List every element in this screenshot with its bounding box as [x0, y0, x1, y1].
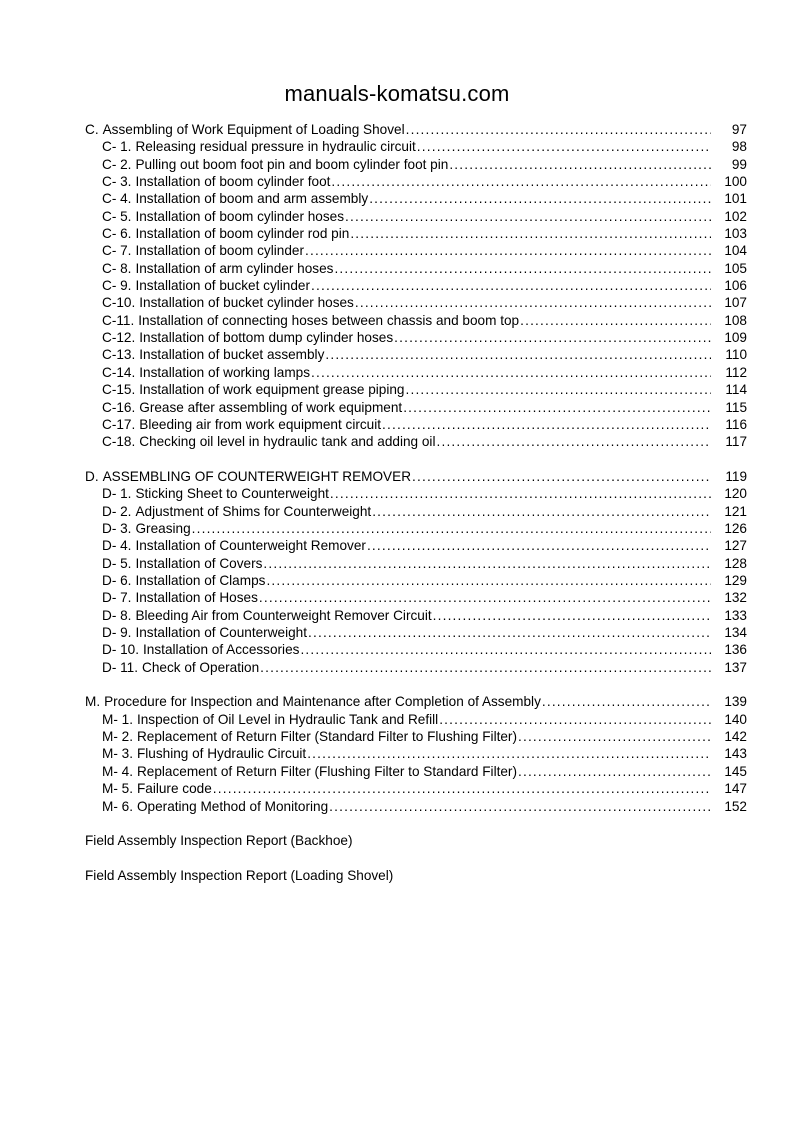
- toc-item-title: Installation of Hoses: [135, 590, 258, 606]
- toc-page-number: 140: [724, 711, 747, 727]
- toc-item-title: Installation of bucket cylinder: [135, 278, 311, 294]
- toc-item[interactable]: [85, 537, 747, 554]
- toc-item[interactable]: [85, 260, 747, 277]
- toc-leader-dots: [436, 433, 711, 450]
- toc-page-number: 101: [724, 191, 747, 207]
- toc-page-number: 143: [724, 746, 747, 762]
- toc-page-number: 105: [724, 260, 747, 276]
- toc-item-code: M- 4.: [102, 763, 133, 779]
- toc-leader-dots: [518, 763, 711, 780]
- toc-page-number: 126: [724, 520, 747, 536]
- toc-item-code: C- 5.: [102, 208, 132, 224]
- toc-item-code: C- 9.: [102, 278, 132, 294]
- toc-item-title: Installation of boom cylinder: [135, 243, 304, 259]
- toc-page-number: 142: [724, 729, 747, 745]
- toc-leader-dots: [266, 572, 711, 589]
- toc-item-code: C-12.: [102, 330, 136, 346]
- toc-item[interactable]: [85, 381, 747, 398]
- toc-leader-dots: [305, 242, 711, 259]
- section-spacer: [85, 815, 747, 832]
- toc-item[interactable]: [85, 138, 747, 155]
- toc-item-title: Greasing: [135, 520, 191, 536]
- toc-item[interactable]: [85, 659, 747, 676]
- toc-item[interactable]: [85, 589, 747, 606]
- toc-item-code: D- 7.: [102, 590, 132, 606]
- toc-page-number: 136: [724, 642, 747, 658]
- toc-leader-dots: [345, 208, 711, 225]
- toc-item-title: Installation of bottom dump cylinder hoses: [139, 330, 394, 346]
- toc-item[interactable]: [85, 312, 747, 329]
- toc-leader-dots: [213, 780, 711, 797]
- toc-leader-dots: [372, 503, 711, 520]
- toc-item-code: C-13.: [102, 347, 136, 363]
- toc-item[interactable]: [85, 294, 747, 311]
- toc-leader-dots: [259, 589, 711, 606]
- toc-item-title: Installation of boom and arm assembly: [135, 191, 369, 207]
- toc-item-code: C- 2.: [102, 156, 132, 172]
- toc-item[interactable]: [85, 190, 747, 207]
- site-header: manuals-komatsu.com: [284, 81, 510, 106]
- toc-item[interactable]: [85, 520, 747, 537]
- toc-leader-dots: [263, 555, 711, 572]
- toc-item[interactable]: [85, 156, 747, 173]
- toc-item-title: Adjustment of Shims for Counterweight: [135, 503, 372, 519]
- toc-item-code: D- 8.: [102, 607, 132, 623]
- toc-item-code: C-18.: [102, 434, 136, 450]
- toc-leader-dots: [449, 156, 711, 173]
- toc-item-code: D- 2.: [102, 503, 132, 519]
- toc-leader-dots: [406, 381, 712, 398]
- toc-leader-dots: [307, 745, 711, 762]
- toc-item[interactable]: [85, 277, 747, 294]
- toc-page-number: 103: [724, 226, 747, 242]
- toc-page-number: 152: [724, 798, 747, 814]
- toc-section-title: ASSEMBLING OF COUNTERWEIGHT REMOVER: [102, 468, 412, 484]
- toc-item[interactable]: [85, 780, 747, 797]
- toc-item-code: C- 8.: [102, 260, 132, 276]
- toc-item-title: Installation of boom cylinder hoses: [135, 208, 345, 224]
- toc-page-number: 99: [731, 156, 747, 172]
- toc-item-title: Failure code: [136, 781, 212, 797]
- toc-page-number: 128: [724, 555, 747, 571]
- toc-item-code: C-17.: [102, 416, 136, 432]
- toc-item[interactable]: [85, 745, 747, 762]
- toc-item[interactable]: [85, 208, 747, 225]
- toc-item-code: C- 1.: [102, 139, 132, 155]
- toc-item-title: Installation of bucket cylinder hoses: [139, 295, 354, 311]
- toc-section-title: Procedure for Inspection and Maintenance after Completion of Assembly: [104, 694, 541, 710]
- toc-leader-dots: [520, 312, 711, 329]
- toc-section-c[interactable]: [85, 121, 747, 138]
- toc-leader-dots: [311, 277, 711, 294]
- toc-item-title: Sticking Sheet to Counterweight: [135, 486, 329, 502]
- toc-item-title: Pulling out boom foot pin and boom cylinder foot pin: [135, 156, 449, 172]
- toc-leader-dots: [331, 173, 711, 190]
- toc-item[interactable]: [85, 763, 747, 780]
- toc-item-title: Installation of arm cylinder hoses: [135, 260, 334, 276]
- toc-item-title: Operating Method of Monitoring: [136, 798, 329, 814]
- toc-item-code: C-14.: [102, 364, 136, 380]
- toc-item-title: Releasing residual pressure in hydraulic circuit: [135, 139, 416, 155]
- toc-item-code: D- 11.: [102, 659, 139, 675]
- toc-item[interactable]: [85, 641, 747, 658]
- toc-item[interactable]: [85, 503, 747, 520]
- toc-item-title: Flushing of Hydraulic Circuit: [136, 746, 307, 762]
- toc-item-title: Installation of Counterweight: [135, 625, 308, 641]
- toc-item-code: C- 7.: [102, 243, 132, 259]
- toc-page-number: 100: [724, 174, 747, 190]
- toc-item-title: Check of Operation: [142, 659, 260, 675]
- toc-item-title: Checking oil level in hydraulic tank and adding oil: [139, 434, 436, 450]
- toc-leader-dots: [406, 121, 711, 138]
- toc-page-number: 109: [724, 330, 747, 346]
- toc-item-code: C-15.: [102, 382, 136, 398]
- toc-item-code: C- 3.: [102, 174, 132, 190]
- toc-page-number: 110: [725, 347, 747, 363]
- toc-section-code: M.: [85, 694, 101, 710]
- toc-page-number: 133: [724, 607, 747, 623]
- toc-item-code: C-16.: [102, 399, 136, 415]
- toc-item-title: Bleeding Air from Counterweight Remover Circuit: [135, 607, 432, 623]
- toc-item[interactable]: [85, 607, 747, 624]
- toc-page-number: 127: [724, 538, 747, 554]
- toc-item[interactable]: [85, 555, 747, 572]
- toc-item[interactable]: [85, 399, 747, 416]
- toc-item-title: Installation of connecting hoses between chassis and boom top: [138, 312, 520, 328]
- toc-item-title: Installation of Counterweight Remover: [135, 538, 366, 554]
- toc-leader-dots: [412, 468, 711, 485]
- toc-page-number: 116: [725, 416, 747, 432]
- toc-item-code: C- 6.: [102, 226, 132, 242]
- toc-leader-dots: [329, 798, 711, 815]
- toc-item[interactable]: [85, 364, 747, 381]
- toc-page-number: 97: [731, 122, 747, 137]
- toc-page-number: 114: [725, 382, 747, 398]
- toc-leader-dots: [192, 520, 711, 537]
- toc-item[interactable]: [85, 728, 747, 745]
- section-spacer: [85, 451, 747, 468]
- toc-item-title: Replacement of Return Filter (Flushing Filter to Standard Filter): [136, 763, 517, 779]
- toc-leader-dots: [330, 485, 711, 502]
- toc-item[interactable]: [85, 329, 747, 346]
- toc-leader-dots: [260, 659, 711, 676]
- toc-page-number: 108: [724, 312, 747, 328]
- toc-page-number: 106: [724, 278, 747, 294]
- toc-item-title: Inspection of Oil Level in Hydraulic Tank and Refill: [136, 711, 439, 727]
- toc-leader-dots: [382, 416, 711, 433]
- toc-leader-dots: [394, 329, 711, 346]
- toc-section-d[interactable]: [85, 468, 747, 485]
- toc-page-number: 102: [724, 208, 747, 224]
- toc-page-number: 121: [724, 503, 747, 519]
- toc-page-number: 112: [725, 364, 747, 380]
- toc-section-title: Assembling of Work Equipment of Loading Shovel: [102, 122, 405, 137]
- toc-leader-dots: [433, 607, 711, 624]
- toc-leader-dots: [518, 728, 711, 745]
- toc-item-title: Installation of Covers: [135, 555, 263, 571]
- toc-section-code: C.: [85, 122, 99, 137]
- toc-item-title: Installation of Accessories: [143, 642, 300, 658]
- toc-section-m[interactable]: [85, 693, 747, 710]
- toc-item-title: Installation of boom cylinder rod pin: [135, 226, 350, 242]
- toc-page-number: 119: [725, 468, 747, 484]
- report-spacer: [85, 850, 747, 867]
- toc-item-title: Installation of working lamps: [139, 364, 311, 380]
- toc-item[interactable]: [85, 798, 747, 815]
- toc-leader-dots: [367, 537, 711, 554]
- toc-item-code: D- 3.: [102, 520, 132, 536]
- toc-leader-dots: [350, 225, 711, 242]
- toc-leader-dots: [369, 190, 711, 207]
- toc-page-number: 115: [725, 399, 747, 415]
- toc-item[interactable]: [85, 624, 747, 641]
- toc-item-code: D- 10.: [102, 642, 140, 658]
- toc-item-code: M- 3.: [102, 746, 133, 762]
- toc-page-number: 98: [731, 139, 747, 155]
- toc-item[interactable]: [85, 225, 747, 242]
- toc-leader-dots: [334, 260, 711, 277]
- report-backhoe[interactable]: Field Assembly Inspection Report (Backhoe): [85, 833, 353, 849]
- toc-item-code: D- 5.: [102, 555, 132, 571]
- toc-item[interactable]: [85, 242, 747, 259]
- toc-item[interactable]: [85, 433, 747, 450]
- toc-leader-dots: [325, 346, 711, 363]
- toc-item[interactable]: [85, 416, 747, 433]
- toc-page-number: 120: [724, 486, 747, 502]
- toc-item-code: C- 4.: [102, 191, 132, 207]
- toc-item[interactable]: [85, 711, 747, 728]
- toc-item-title: Installation of bucket assembly: [139, 347, 325, 363]
- toc-item-code: D- 4.: [102, 538, 132, 554]
- toc-page-number: 104: [724, 243, 747, 259]
- toc-item-title: Installation of work equipment grease piping: [139, 382, 405, 398]
- toc-section-code: D.: [85, 468, 99, 484]
- toc-page-number: 107: [724, 295, 747, 311]
- toc-item-code: M- 1.: [102, 711, 133, 727]
- toc-item-code: C-10.: [102, 295, 136, 311]
- section-spacer: [85, 676, 747, 693]
- toc-item-code: D- 6.: [102, 572, 132, 588]
- toc-leader-dots: [542, 693, 711, 710]
- toc-item-code: M- 5.: [102, 781, 133, 797]
- toc-item[interactable]: [85, 173, 747, 190]
- toc-item-title: Replacement of Return Filter (Standard Filter to Flushing Filter): [136, 729, 517, 745]
- toc-page-number: 137: [724, 659, 747, 675]
- toc-leader-dots: [300, 641, 711, 658]
- toc-page-number: 129: [724, 572, 747, 588]
- toc-leader-dots: [403, 399, 711, 416]
- toc-item-code: M- 6.: [102, 798, 133, 814]
- report-loading-shovel[interactable]: Field Assembly Inspection Report (Loading Shovel): [85, 867, 394, 883]
- toc-page-number: 139: [724, 694, 747, 710]
- toc-leader-dots: [311, 364, 711, 381]
- toc-leader-dots: [417, 138, 711, 155]
- toc-item-title: Grease after assembling of work equipment: [139, 399, 403, 415]
- table-of-contents: [85, 121, 747, 884]
- toc-item-code: D- 1.: [102, 486, 132, 502]
- toc-leader-dots: [308, 624, 711, 641]
- toc-page-number: 145: [724, 763, 747, 779]
- toc-item-title: Installation of boom cylinder foot: [135, 174, 331, 190]
- toc-item-code: D- 9.: [102, 625, 132, 641]
- toc-leader-dots: [439, 711, 711, 728]
- toc-item[interactable]: [85, 572, 747, 589]
- toc-item-code: C-11.: [102, 312, 135, 328]
- toc-page-number: 134: [724, 625, 747, 641]
- toc-page-number: 132: [724, 590, 747, 606]
- toc-page-number: 117: [725, 434, 747, 450]
- toc-leader-dots: [355, 294, 711, 311]
- toc-item-title: Bleeding air from work equipment circuit: [139, 416, 382, 432]
- toc-page-number: 147: [724, 781, 747, 797]
- toc-item[interactable]: [85, 485, 747, 502]
- toc-item-code: M- 2.: [102, 729, 133, 745]
- toc-item[interactable]: [85, 346, 747, 363]
- toc-item-title: Installation of Clamps: [135, 572, 266, 588]
